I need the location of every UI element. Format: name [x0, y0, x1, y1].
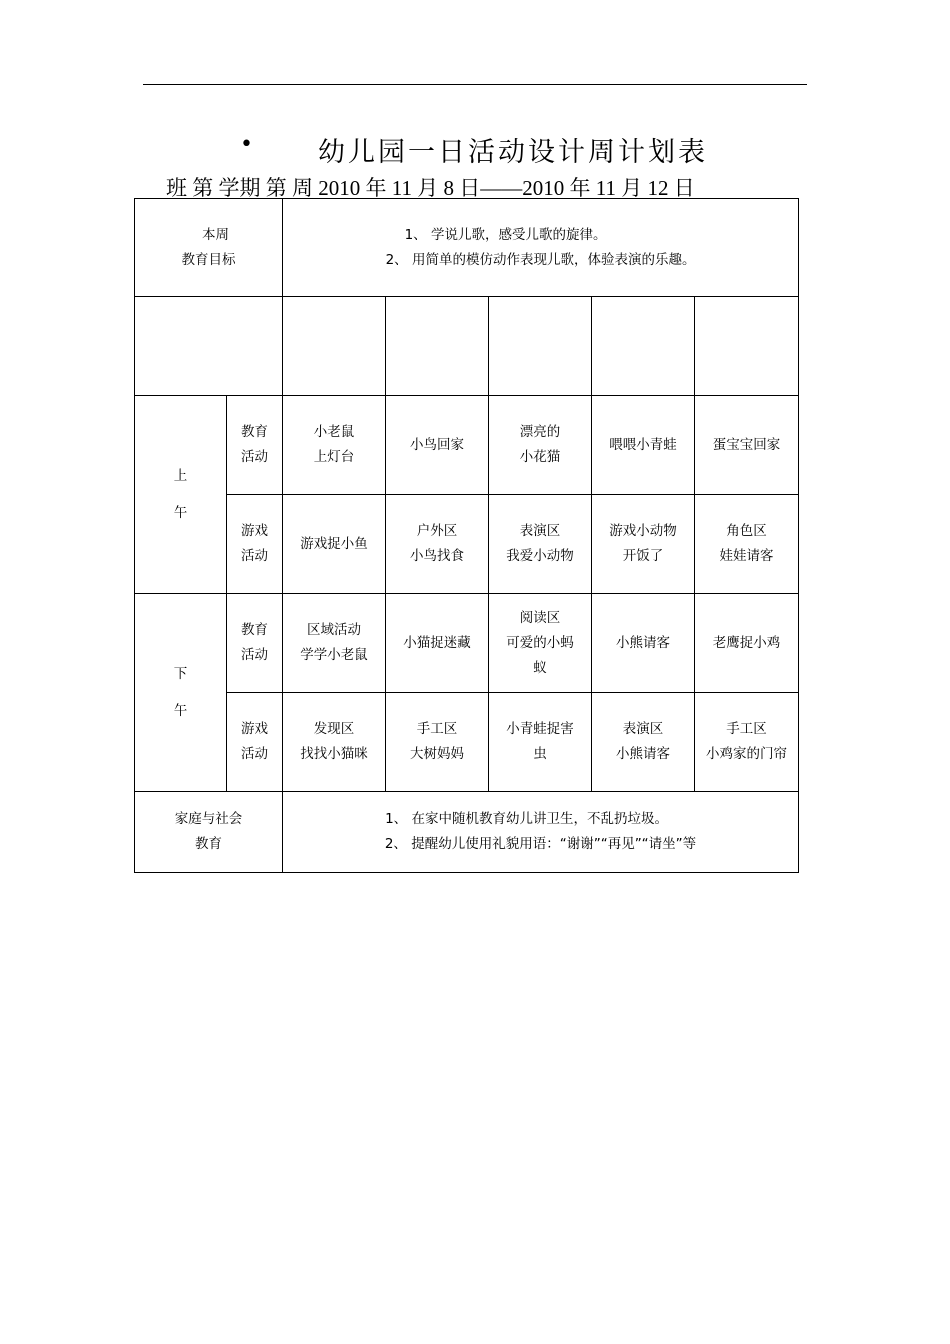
row-type-line: 活动 — [241, 647, 268, 663]
morning-game-row — [135, 495, 799, 594]
activity-cell — [592, 396, 695, 495]
activity-line: 大树妈妈 — [410, 746, 464, 762]
goals-label-cell — [135, 199, 283, 297]
activity-line: 小青蛙捉害 — [506, 721, 574, 737]
period-label-char: 午 — [173, 504, 188, 521]
empty-cell — [592, 297, 695, 396]
title-bullet: • — [240, 132, 253, 157]
activity-line: 找找小猫咪 — [300, 746, 368, 762]
activity-cell — [283, 693, 386, 792]
afternoon-period-cell — [135, 594, 227, 792]
activity-cell — [386, 594, 489, 693]
date-range-subtitle: 班 第 学期 第 周 2010 年 11 月 8 日——2010 年 11 月 12 日 — [166, 176, 695, 200]
activity-line: 小熊请客 — [616, 634, 670, 651]
activity-line: 游戏捉小鱼 — [300, 535, 368, 552]
afternoon-game-row — [135, 693, 799, 792]
goal-item: 2、 用简单的模仿动作表现儿歌，体验表演的乐趣。 — [385, 251, 696, 268]
empty-cell — [695, 297, 799, 396]
activity-line: 上灯台 — [313, 449, 355, 465]
weekly-plan-table — [134, 198, 799, 873]
activity-line: 喂喂小青蛙 — [609, 436, 677, 453]
activity-line: 小花猫 — [519, 449, 561, 465]
activity-cell — [592, 594, 695, 693]
activity-line: 游戏小动物 — [609, 523, 677, 539]
family-item: 1、 在家中随机教育幼儿讲卫生，不乱扔垃圾。 — [385, 811, 668, 827]
title-row — [0, 128, 950, 168]
activity-line: 户外区 — [416, 523, 458, 539]
family-item: 2、 提醒幼儿使用礼貌用语：“谢谢”“再见”“请坐”等 — [384, 836, 697, 852]
family-row — [135, 792, 799, 873]
activity-line: 学学小老鼠 — [300, 647, 368, 663]
activity-line: 开饭了 — [622, 548, 664, 564]
goal-item: 1、 学说儿歌，感受儿歌的旋律。 — [404, 226, 607, 243]
activity-cell — [283, 594, 386, 693]
row-type-label — [227, 594, 283, 693]
family-label-line: 家庭与社会 — [174, 811, 243, 827]
period-label-char: 午 — [173, 702, 188, 719]
activity-cell — [386, 495, 489, 594]
family-label-line: 教育 — [195, 836, 222, 852]
activity-line: 角色区 — [726, 523, 767, 539]
activity-line: 表演区 — [519, 523, 561, 539]
goals-content-cell — [283, 199, 799, 297]
top-rule — [143, 84, 807, 85]
activity-line: 阅读区 — [519, 609, 561, 626]
row-type-label — [227, 693, 283, 792]
activity-line: 小猫捉迷藏 — [403, 634, 471, 651]
activity-line: 我爱小动物 — [506, 548, 574, 564]
activity-cell — [695, 594, 799, 693]
row-type-label — [227, 396, 283, 495]
morning-period-cell — [135, 396, 227, 594]
activity-cell — [489, 495, 592, 594]
activity-line: 小鸡家的门帘 — [706, 746, 787, 762]
activity-cell — [283, 396, 386, 495]
empty-row — [135, 297, 799, 396]
activity-cell — [695, 495, 799, 594]
activity-line: 小熊请客 — [616, 746, 670, 762]
row-type-line: 游戏 — [241, 721, 268, 737]
activity-line: 虫 — [533, 746, 547, 762]
activity-line: 蛋宝宝回家 — [712, 436, 781, 453]
row-type-label — [227, 495, 283, 594]
activity-line: 区域活动 — [307, 622, 361, 638]
row-type-line: 教育 — [241, 622, 268, 638]
activity-line: 漂亮的 — [519, 424, 561, 440]
activity-line: 蚁 — [533, 659, 547, 676]
row-type-line: 活动 — [241, 449, 268, 465]
activity-line: 手工区 — [726, 721, 767, 737]
empty-cell — [489, 297, 592, 396]
period-label-char: 下 — [173, 665, 188, 682]
goals-row — [135, 199, 799, 297]
activity-cell — [695, 693, 799, 792]
family-label-cell — [135, 792, 283, 873]
goals-label-line: 本周 — [202, 226, 229, 243]
activity-cell — [283, 495, 386, 594]
activity-cell — [489, 396, 592, 495]
activity-cell — [489, 594, 592, 693]
activity-line: 发现区 — [313, 721, 355, 737]
activity-line: 手工区 — [416, 721, 458, 737]
row-type-line: 活动 — [241, 746, 268, 762]
goals-label-line: 教育目标 — [181, 251, 236, 268]
empty-cell — [283, 297, 386, 396]
morning-education-row — [135, 396, 799, 495]
activity-line: 小鸟找食 — [410, 548, 464, 564]
activity-line: 可爱的小蚂 — [506, 634, 574, 651]
activity-cell — [592, 693, 695, 792]
activity-cell — [386, 396, 489, 495]
period-label-char: 上 — [173, 467, 188, 484]
page-title: 幼儿园一日活动设计周计划表 — [318, 137, 708, 168]
row-type-line: 活动 — [241, 548, 268, 564]
activity-line: 表演区 — [622, 721, 664, 737]
activity-cell — [592, 495, 695, 594]
activity-line: 小老鼠 — [313, 424, 355, 440]
activity-cell — [489, 693, 592, 792]
activity-cell — [695, 396, 799, 495]
empty-cell — [135, 297, 283, 396]
row-type-line: 教育 — [241, 424, 268, 440]
activity-cell — [386, 693, 489, 792]
afternoon-education-row — [135, 594, 799, 693]
family-content-cell — [283, 792, 799, 873]
row-type-line: 游戏 — [241, 523, 268, 539]
empty-cell — [386, 297, 489, 396]
activity-line: 娃娃请客 — [719, 548, 774, 564]
activity-line: 老鹰捉小鸡 — [712, 634, 781, 651]
activity-line: 小鸟回家 — [410, 436, 464, 453]
